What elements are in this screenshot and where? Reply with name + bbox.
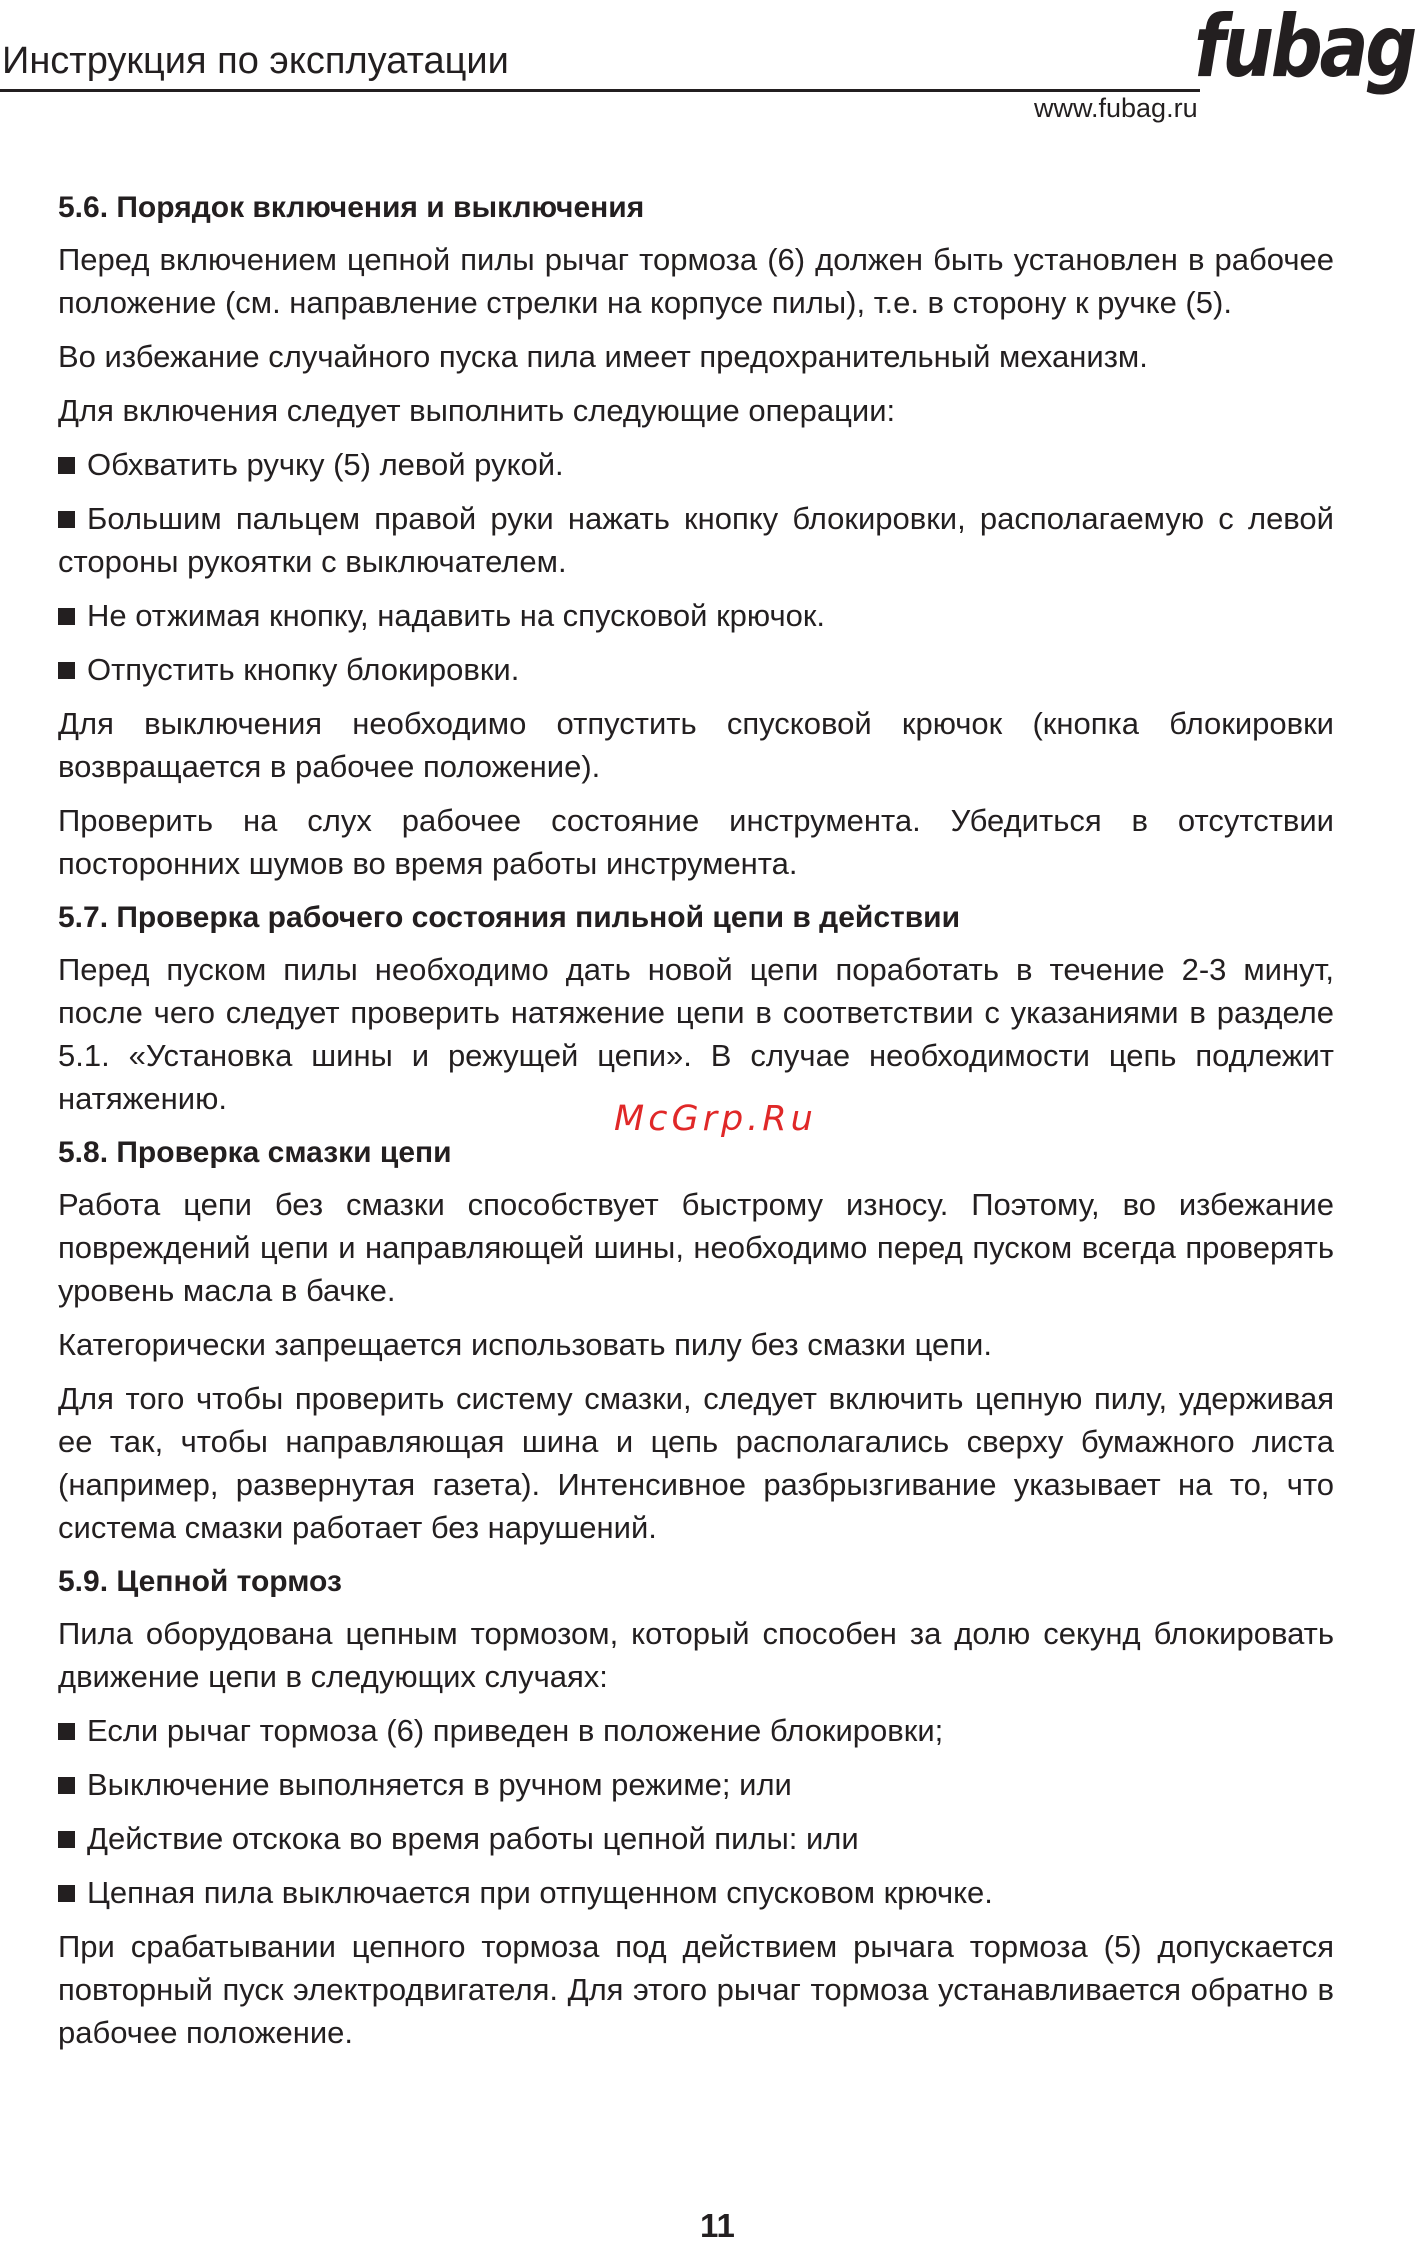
section-heading: 5.6. Порядок включения и выключения — [58, 191, 645, 224]
paragraph: Для выключения необходимо отпустить спусковой крючок (кнопка блокировки возвращается в рабочее положение). — [58, 706, 1334, 784]
header-divider — [0, 89, 1200, 92]
list-item-text: Выключение выполняется в ручном режиме; или — [87, 1767, 792, 1802]
list-item-text: Действие отскока во время работы цепной пилы: или — [87, 1821, 859, 1856]
website-url: www.fubag.ru — [1034, 93, 1198, 123]
list-item-text: Отпустить кнопку блокировки. — [87, 652, 520, 687]
paragraph: Пила оборудована цепным тормозом, который способен за долю секунд блокировать движение цепи в следующих случаях: — [58, 1616, 1334, 1694]
fubag-logo — [1190, 4, 1418, 104]
paragraph: Для того чтобы проверить систему смазки, следует включить цепную пилу, удерживая ее так, чтобы направляющая шина и цепь располагались сверху бумажного листа (например, развернутая газета). Интенсивное разбрызгивание указывает на то, что система смазки работает без нарушений. — [58, 1381, 1334, 1545]
paragraph: Для включения следует выполнить следующие операции: — [58, 393, 896, 428]
list-item — [58, 1763, 1334, 1806]
bullet-square-icon — [58, 608, 75, 625]
bullet-square-icon — [58, 662, 75, 679]
document-title: Инструкция по эксплуатации — [2, 40, 509, 82]
bullet-square-icon — [58, 457, 75, 474]
list-item-text: Большим пальцем правой руки нажать кнопку блокировки, располагаемую с левой стороны рукоятки с выключателем. — [58, 501, 1334, 579]
bullet-square-icon — [58, 511, 75, 528]
bullet-square-icon — [58, 1885, 75, 1902]
list-item — [58, 594, 1334, 637]
list-item — [58, 497, 1334, 583]
section-heading: 5.9. Цепной тормоз — [58, 1565, 342, 1598]
paragraph: При срабатывании цепного тормоза под действием рычага тормоза (5) допускается повторный пуск электродвигателя. Для этого рычаг тормоза устанавливается обратно в рабочее положение. — [58, 1929, 1334, 2050]
list-item-text: Цепная пила выключается при отпущенном спусковом крючке. — [87, 1875, 993, 1910]
bullet-square-icon — [58, 1723, 75, 1740]
paragraph: Категорически запрещается использовать пилу без смазки цепи. — [58, 1327, 992, 1362]
list-item-text: Не отжимая кнопку, надавить на спусковой крючок. — [87, 598, 826, 633]
list-item-text: Если рычаг тормоза (6) приведен в положение блокировки; — [87, 1713, 944, 1748]
watermark: McGrp.Ru — [614, 1099, 817, 1139]
bullet-square-icon — [58, 1777, 75, 1794]
paragraph: Во избежание случайного пуска пила имеет предохранительный механизм. — [58, 339, 1148, 374]
paragraph: Работа цепи без смазки способствует быстрому износу. Поэтому, во избежание повреждений цепи и направляющей шины, необходимо перед пуском всегда проверять уровень масла в бачке. — [58, 1187, 1334, 1308]
page-number: 11 — [700, 2207, 735, 2244]
bullet-square-icon — [58, 1831, 75, 1848]
list-item-text: Обхватить ручку (5) левой рукой. — [87, 447, 564, 482]
paragraph: Перед включением цепной пилы рычаг тормоза (6) должен быть установлен в рабочее положение (см. направление стрелки на корпусе пилы), т.е. в сторону к ручке (5). — [58, 242, 1334, 320]
paragraph: Перед пуском пилы необходимо дать новой цепи поработать в течение 2-3 минут, после чего следует проверить натяжение цепи в соответствии с указаниями в разделе 5.1. «Установка шины и режущей цепи». В случае необходимости цепь подлежит натяжению. — [58, 952, 1334, 1116]
paragraph: Проверить на слух рабочее состояние инструмента. Убедиться в отсутствии посторонних шумов во время работы инструмента. — [58, 803, 1334, 881]
fubag-logo-text: fubag — [1194, 4, 1416, 97]
list-item — [58, 1871, 1334, 1914]
list-item — [58, 1709, 1334, 1752]
section-heading: 5.7. Проверка рабочего состояния пильной цепи в действии — [58, 901, 961, 934]
section-heading: 5.8. Проверка смазки цепи — [58, 1136, 452, 1169]
list-item — [58, 648, 1334, 691]
list-item — [58, 443, 1334, 486]
list-item — [58, 1817, 1334, 1860]
